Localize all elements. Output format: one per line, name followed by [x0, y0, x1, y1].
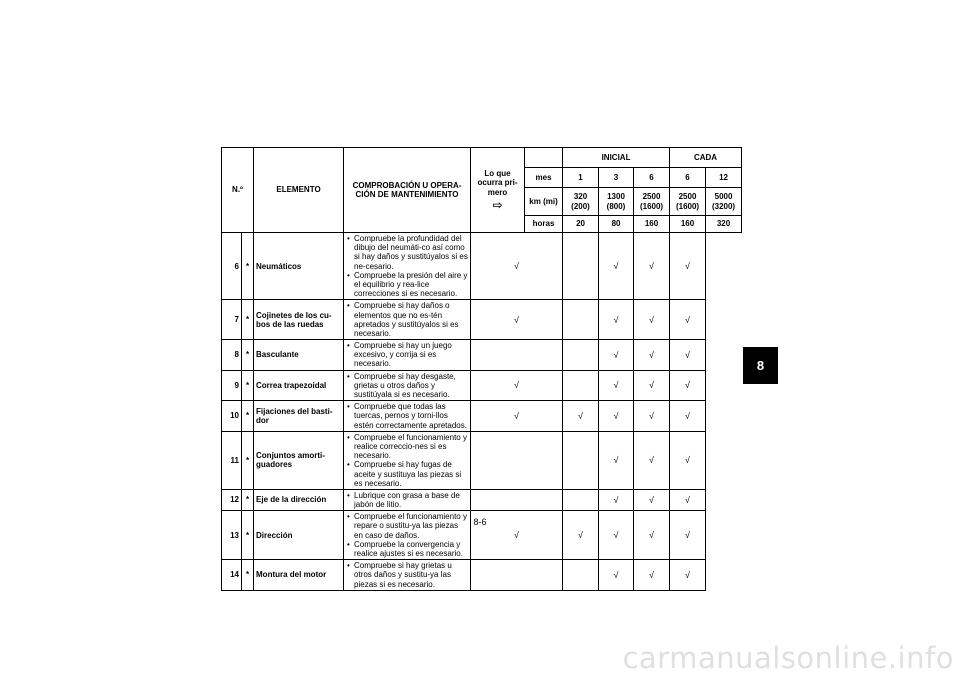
check-mark-icon: √	[685, 260, 690, 271]
check-mark-cell	[634, 370, 670, 401]
check-mark-icon: √	[578, 530, 583, 541]
check-item: • Compruebe si hay daños o elementos que no es-tén apretados y sustitúyalos si es necesario.	[346, 301, 468, 338]
hours-cell: 160	[670, 216, 706, 233]
month-cell: 6	[670, 168, 706, 188]
check-mark-icon: √	[613, 569, 619, 580]
hours-cell: 80	[599, 216, 634, 233]
check-mark-cell	[670, 370, 706, 401]
empty-cell	[563, 233, 599, 300]
row-star: *	[242, 511, 254, 560]
check-mark-cell	[634, 560, 670, 591]
row-star: *	[242, 300, 254, 340]
check-mark-icon: √	[685, 530, 690, 541]
arrow-right-icon: ⇨	[492, 197, 503, 212]
row-star: *	[242, 401, 254, 432]
check-mark-icon: √	[514, 260, 519, 271]
row-element: Dirección	[254, 511, 344, 560]
km-cell: 5000 (3200)	[706, 188, 742, 216]
row-checks	[344, 560, 471, 591]
row-star: *	[242, 370, 254, 401]
check-item: • Compruebe si hay grietas u otros daños y sustitu-ya las piezas si es necesario.	[346, 561, 468, 589]
empty-cell	[563, 370, 599, 401]
row-element: Correa trapezoidal	[254, 370, 344, 401]
table-row	[222, 370, 742, 401]
check-mark-cell	[599, 233, 634, 300]
table-row	[222, 431, 742, 489]
check-mark-icon: √	[514, 380, 519, 391]
row-number: 10	[222, 401, 242, 432]
check-mark-cell	[599, 560, 634, 591]
empty-cell	[563, 340, 599, 371]
empty-cell	[563, 300, 599, 340]
check-item: • Compruebe el funcionamiento y realice correccio-nes si es necesario.	[346, 433, 468, 461]
check-mark-cell	[670, 431, 706, 489]
check-mark-icon: √	[685, 410, 690, 421]
check-item: • Compruebe si hay un juego excesivo, y corrija si es necesario.	[346, 341, 468, 369]
km-label: km (mi)	[525, 188, 563, 216]
empty-cell	[471, 489, 563, 510]
empty-cell	[471, 560, 563, 591]
empty-cell	[563, 431, 599, 489]
check-mark-icon: √	[514, 410, 519, 421]
check-mark-icon: √	[685, 349, 690, 360]
table-row	[222, 401, 742, 432]
empty-cell	[471, 340, 563, 371]
check-mark-cell	[670, 340, 706, 371]
row-checks	[344, 233, 471, 300]
check-mark-cell	[670, 560, 706, 591]
check-mark-cell	[599, 340, 634, 371]
check-mark-icon: √	[685, 314, 690, 325]
empty-cell	[563, 489, 599, 510]
row-number: 6	[222, 233, 242, 300]
check-item: • Lubrique con grasa a base de jabón de litio.	[346, 491, 468, 509]
check-mark-cell	[634, 431, 670, 489]
km-cell: 2500 (1600)	[670, 188, 706, 216]
row-number: 11	[222, 431, 242, 489]
check-mark-cell	[599, 300, 634, 340]
row-element: Montura del motor	[254, 560, 344, 591]
check-mark-cell	[599, 489, 634, 510]
check-mark-cell	[471, 233, 563, 300]
row-element: Neumáticos	[254, 233, 344, 300]
check-mark-icon: √	[613, 380, 619, 391]
check-mark-icon: √	[649, 349, 654, 360]
check-mark-cell	[670, 233, 706, 300]
check-mark-cell	[634, 340, 670, 371]
check-item: • Compruebe la presión del aire y el equilibrio y rea-lice correcciones si es necesario.	[346, 271, 468, 299]
row-checks	[344, 340, 471, 371]
header-first-label: Lo que ocurra pri-mero	[477, 169, 518, 197]
row-checks	[344, 401, 471, 432]
header-first	[471, 148, 525, 233]
km-cell: 320 (200)	[563, 188, 599, 216]
hours-cell: 320	[706, 216, 742, 233]
check-mark-cell	[471, 370, 563, 401]
check-mark-icon: √	[649, 569, 654, 580]
row-number: 9	[222, 370, 242, 401]
check-mark-icon: √	[685, 494, 690, 505]
check-mark-icon: √	[649, 380, 654, 391]
empty-cell	[471, 431, 563, 489]
row-element: Basculante	[254, 340, 344, 371]
row-number: 14	[222, 560, 242, 591]
table-row	[222, 340, 742, 371]
header-check: COMPROBACIÓN U OPERA-CIÓN DE MANTENIMIENTO	[344, 148, 471, 233]
check-mark-cell	[634, 489, 670, 510]
row-element: Eje de la dirección	[254, 489, 344, 510]
header-no: N.º	[222, 148, 254, 233]
check-mark-icon: √	[514, 530, 519, 541]
check-mark-icon: √	[649, 530, 654, 541]
table-row	[222, 300, 742, 340]
empty-cell	[563, 560, 599, 591]
header-element: ELEMENTO	[254, 148, 344, 233]
row-element: Conjuntos amorti-guadores	[254, 431, 344, 489]
row-number: 12	[222, 489, 242, 510]
watermark: carmanualsonline.info	[622, 641, 954, 675]
check-mark-icon: √	[685, 569, 690, 580]
month-cell: 3	[599, 168, 634, 188]
check-mark-cell	[670, 300, 706, 340]
row-star: *	[242, 233, 254, 300]
row-number: 7	[222, 300, 242, 340]
check-mark-cell	[471, 401, 563, 432]
page-number: 8-6	[473, 517, 487, 527]
hours-label: horas	[525, 216, 563, 233]
check-mark-cell	[599, 370, 634, 401]
check-mark-cell	[563, 401, 599, 432]
check-item: • Compruebe que todas las tuercas, pernos y torni-llos estén correctamente apretados.	[346, 402, 468, 430]
row-element: Cojinetes de los cu-bos de las ruedas	[254, 300, 344, 340]
header-blank	[525, 148, 563, 168]
check-item: • Compruebe el funcionamiento y repare o sustitu-ya las piezas en caso de daños.	[346, 512, 468, 540]
check-mark-icon: √	[613, 410, 619, 421]
header-every: CADA	[670, 148, 742, 168]
check-mark-icon: √	[613, 349, 619, 360]
hours-cell: 20	[563, 216, 599, 233]
row-checks	[344, 489, 471, 510]
hours-cell: 160	[634, 216, 670, 233]
check-mark-cell	[599, 431, 634, 489]
month-cell: 6	[634, 168, 670, 188]
check-mark-icon: √	[649, 260, 654, 271]
row-number: 8	[222, 340, 242, 371]
row-star: *	[242, 489, 254, 510]
km-cell: 2500 (1600)	[634, 188, 670, 216]
row-checks	[344, 300, 471, 340]
check-item: • Compruebe si hay desgaste, grietas u otros daños y sustitúyala si es necesario.	[346, 372, 468, 400]
check-mark-cell	[471, 300, 563, 340]
table-row	[222, 489, 742, 510]
check-mark-icon: √	[685, 455, 690, 466]
row-checks	[344, 370, 471, 401]
table-row	[222, 233, 742, 300]
row-star: *	[242, 431, 254, 489]
check-item: • Compruebe si hay fugas de aceite y sustituya las piezas si es necesario.	[346, 460, 468, 488]
check-mark-cell	[634, 401, 670, 432]
check-mark-icon: √	[578, 410, 583, 421]
month-cell: 12	[706, 168, 742, 188]
header-initial: INICIAL	[563, 148, 670, 168]
km-cell: 1300 (800)	[599, 188, 634, 216]
row-checks	[344, 431, 471, 489]
check-mark-icon: √	[649, 314, 654, 325]
row-star: *	[242, 340, 254, 371]
check-mark-icon: √	[613, 314, 619, 325]
check-mark-cell	[599, 401, 634, 432]
check-item: • Compruebe la profundidad del dibujo del neumáti-co así como si hay daños y sustitúyalos si es ne-cesario.	[346, 234, 468, 271]
row-element: Fijaciones del basti-dor	[254, 401, 344, 432]
check-mark-icon: √	[613, 455, 619, 466]
check-mark-icon: √	[613, 494, 619, 505]
month-label: mes	[525, 168, 563, 188]
check-mark-icon: √	[613, 260, 619, 271]
check-mark-icon: √	[649, 455, 654, 466]
check-mark-cell	[634, 233, 670, 300]
check-item: • Compruebe la convergencia y realice ajustes si es necesario.	[346, 540, 468, 558]
check-mark-cell	[634, 300, 670, 340]
check-mark-icon: √	[649, 410, 654, 421]
check-mark-cell	[670, 401, 706, 432]
row-star: *	[242, 560, 254, 591]
month-cell: 1	[563, 168, 599, 188]
check-mark-icon: √	[613, 530, 619, 541]
row-number: 13	[222, 511, 242, 560]
check-mark-cell	[670, 489, 706, 510]
section-tab: 8	[743, 347, 778, 384]
check-mark-icon: √	[514, 314, 519, 325]
check-mark-icon: √	[649, 494, 654, 505]
check-mark-icon: √	[685, 380, 690, 391]
table-body	[222, 233, 742, 591]
table-row	[222, 560, 742, 591]
